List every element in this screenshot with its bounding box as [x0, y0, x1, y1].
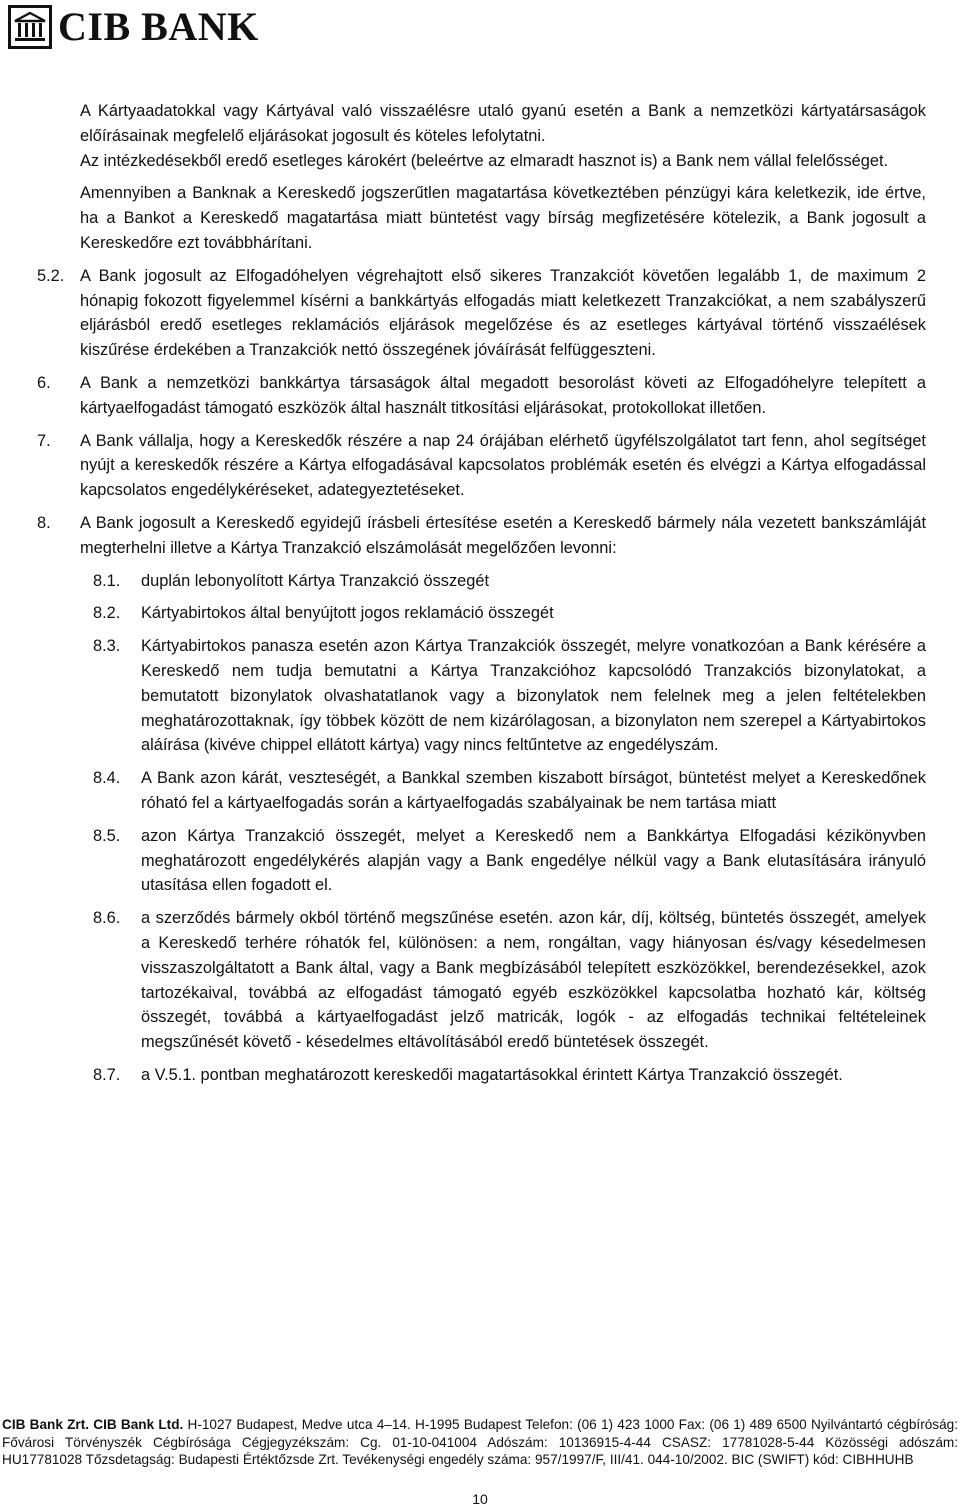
paragraph: Amennyiben a Banknak a Kereskedő jogszerűtlen magatartása következtében pénzügyi kára keletkezik, ide értve, ha a Bankot a Kereskedő magatartása miatt büntetést vagy bírság megfizetésére kötelezik, a Bank jogosult a Kereskedőre ezt továbbhárítani.	[80, 184, 926, 252]
section-8	[37, 511, 926, 561]
subsection-8-1	[93, 569, 926, 594]
footer-details: H-1027 Budapest, Medve utca 4–14. H-1995 Budapest Telefon: (06 1) 423 1000 Fax: (06 1) 489 6500 Nyilvántartó cégbíróság: Fővárosi Törvényszék Cégbírósága Cégjegyzékszám: Cg. 01-10-041004 Adószám: 10136915-4-44 CSASZ: 17781028-5-44 Közösségi adószám: HU17781028 Tőzsdetagság: Budapesti Értéktőzsde Zrt. Tevékenységi engedély száma: 957/1997/F, III/41. 044-10/2002. BIC (SWIFT) kód: CIBHHUHB	[2, 1417, 958, 1467]
subsection-8-3	[93, 634, 926, 758]
subsection-number: 8.1.	[93, 571, 121, 590]
paragraph: A Kártyaadatokkal vagy Kártyával való visszaélésre utaló gyanú esetén a Bank a nemzetközi kártyatársaságok előírásainak megfelelő eljárásokat jogosult és köteles lefolytatni.	[80, 102, 926, 145]
section-number: 7.	[37, 431, 51, 450]
subsection-8-4	[93, 766, 926, 816]
bank-building-icon	[8, 5, 52, 49]
subsection-8-7	[93, 1063, 926, 1088]
subsection-number: 8.4.	[93, 769, 121, 788]
subsection-text: a V.5.1. pontban meghatározott kereskedői magatartásokkal érintett Kártya Tranzakció összegét.	[141, 1065, 843, 1084]
section-text: A Bank jogosult a Kereskedő egyidejű írásbeli értesítése esetén a Kereskedő bármely nála vezetett bankszámláját megterhelni illetve a Kártya Tranzakció elszámolását megelőzően levonni:	[80, 513, 926, 557]
subsection-text: duplán lebonyolított Kártya Tranzakció összegét	[141, 571, 490, 590]
subsection-number: 8.3.	[93, 637, 121, 656]
subsection-text: azon Kártya Tranzakció összegét, melyet a Kereskedő nem a Bankkártya Elfogadási kézikönyvben meghatározott engedélykérés alapján vagy a Bank engedélye nélkül vagy a Bank elutasítására irányuló utasítása ellen fogadott el.	[141, 826, 926, 895]
bank-logo	[8, 4, 259, 50]
section-6	[37, 371, 926, 421]
subsection-text: Kártyabirtokos panasza esetén azon Kártya Tranzakciók összegét, melyre vonatkozóan a Bank kérésére a Kereskedő nem tudja bemutatni a Kártya Tranzakcióhoz kapcsolódó Tranzakciós bizonylatokat, a bemutatott bizonylatok olvashatatlanok vagy a bizonylatok nem felelnek meg a jelen feltételekben meghatározottaknak, így többek között de nem kizárólagosan, a bizonylaton nem szerepel a Kártyabirtokos aláírása (kivéve chippel ellátott kártya) vagy nincs feltűntetve az engedélyszám.	[141, 637, 926, 755]
subsection-number: 8.2.	[93, 604, 121, 623]
subsection-8-2	[93, 601, 926, 626]
section-7	[37, 429, 926, 503]
document-body	[37, 99, 926, 1096]
footer-company-info	[2, 1416, 958, 1469]
subsection-number: 8.6.	[93, 909, 121, 928]
section-number: 8.	[37, 513, 51, 532]
subsection-text: a szerződés bármely okból történő megszűnése esetén. azon kár, díj, költség, büntetés összegét, amelyek a Kereskedő terhére róhatók fel, különösen: a nem, rongáltan, vagy hiányosan és/vagy késedelmesen visszaszolgáltatott a Bank által, vagy a Bank megbízásából telepített eszközökkel, berendezésekkel, azok tartozékaival, továbbá az elfogadást támogató egyéb eszközökkel kapcsolatba hozható kár, költség összegét, továbbá a kártyaelfogadást jelző matricák, logók - az elfogadás technikai feltételeinek megszűnését követő - késedelmes eltávolításából eredő büntetések összegét.	[141, 909, 926, 1052]
subsection-text: A Bank azon kárát, veszteségét, a Bankkal szemben kiszabott bírságot, büntetést melyet a Kereskedőnek róható fel a kártyaelfogadás során a kártyaelfogadás szabályainak be nem tartása miatt	[141, 769, 926, 812]
section-text: A Bank a nemzetközi bankkártya társaságok által megadott besorolást követi az Elfogadóhelyre telepített a kártyaelfogadást támogató eszközök által használt titkosítási eljárásokat, protokollokat illetően.	[80, 373, 926, 417]
section-text: A Bank vállalja, hogy a Kereskedők részére a nap 24 órájában elérhető ügyfélszolgálatot tart fenn, ahol segítséget nyújt a kereskedők részére a Kártya elfogadásával kapcsolatos problémák esetén és elvégzi a Kártya elfogadással kapcsolatos engedélykéréseket, adategyeztetéseket.	[80, 431, 926, 500]
bank-name: CIB BANK	[58, 4, 259, 49]
section-text: A Bank jogosult az Elfogadóhelyen végrehajtott első sikeres Tranzakciót követően legalább 1, de maximum 2 hónapig fokozott figyelemmel kísérni a bankkártyás elfogadás miatt keletkezett Tranzakciókat, a nem szabályszerű eljárásból eredő esetleges reklamációs eljárások megelőzése és az esetleges kártyával történő visszaélések kiszűrése érdekében a Tranzakciók nettó összegének jóváírását felfüggeszteni.	[80, 266, 926, 360]
subsection-8-6	[93, 906, 926, 1055]
subsection-8-5	[93, 824, 926, 898]
subsection-text: Kártyabirtokos által benyújtott jogos reklamáció összegét	[141, 604, 554, 623]
subsection-number: 8.5.	[93, 826, 121, 845]
section-number: 6.	[37, 373, 51, 392]
section-5-2	[37, 264, 926, 363]
subsection-number: 8.7.	[93, 1065, 121, 1084]
section-number: 5.2.	[37, 266, 65, 285]
footer-company-name: CIB Bank Zrt. CIB Bank Ltd.	[2, 1417, 184, 1432]
paragraph: Az intézkedésekből eredő esetleges károkért (beleértve az elmaradt hasznot is) a Bank nem vállal felelősséget.	[80, 151, 889, 170]
page-number: 10	[472, 1491, 488, 1507]
